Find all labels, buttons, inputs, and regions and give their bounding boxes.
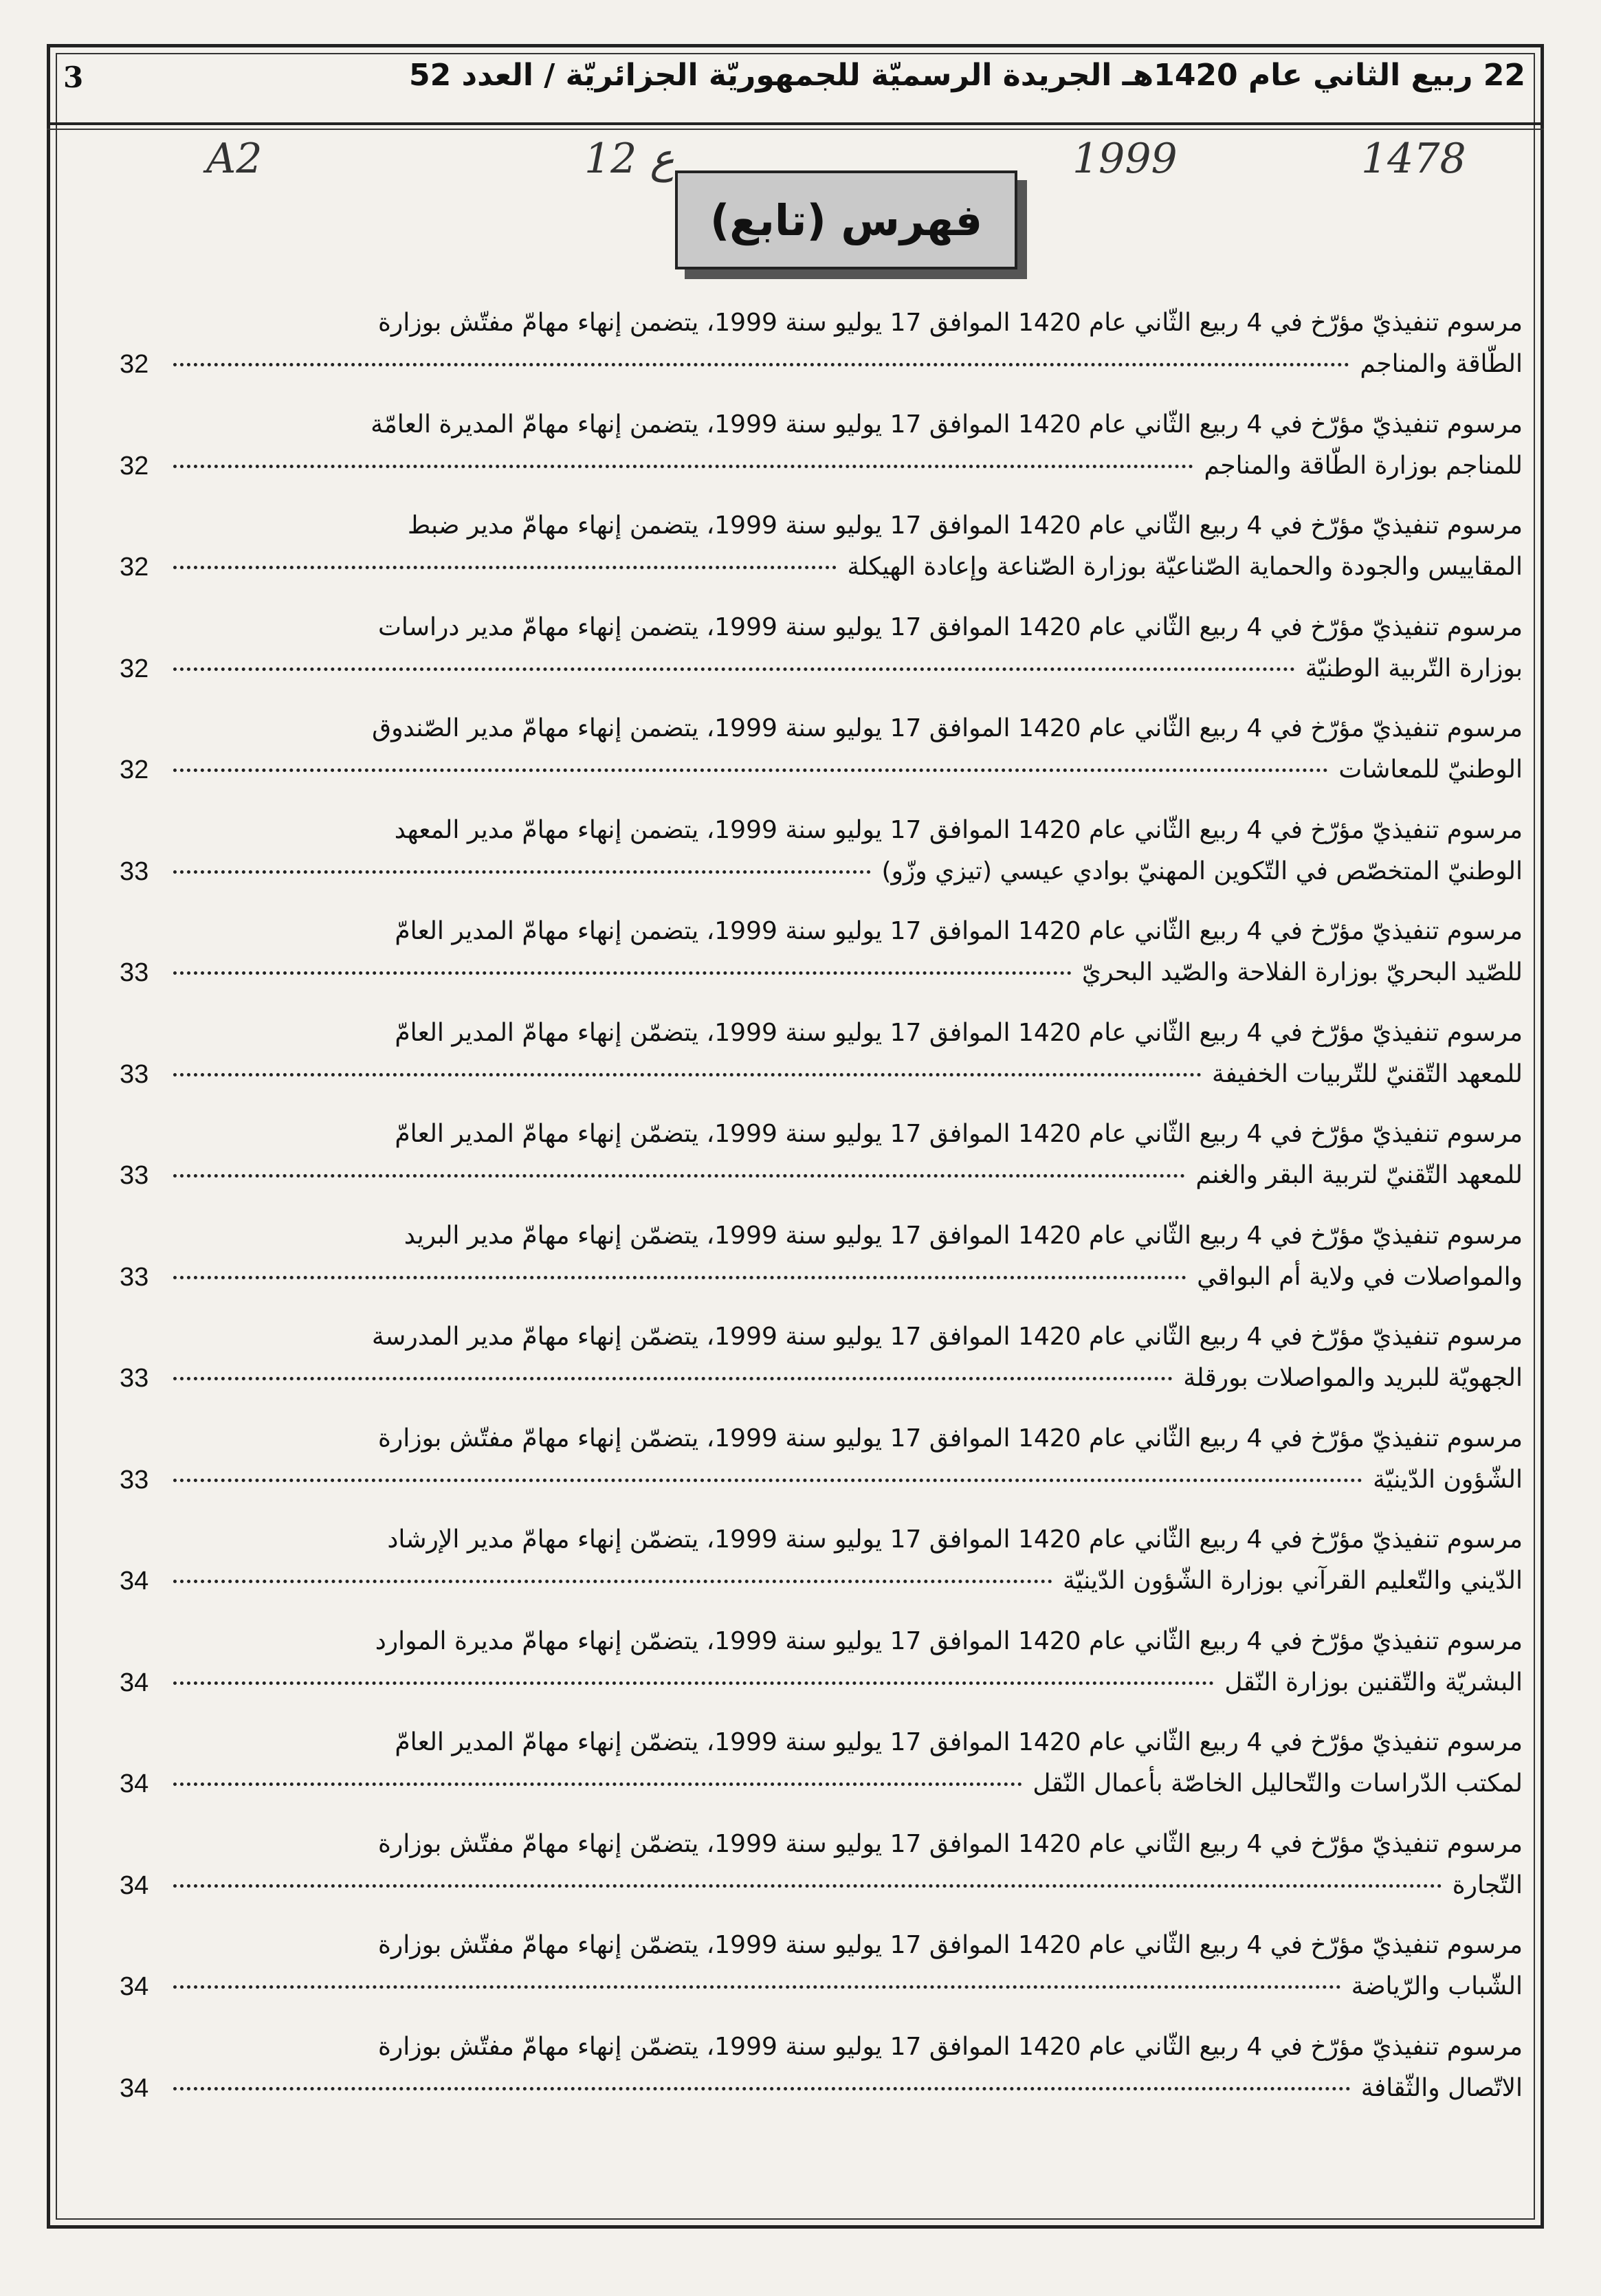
entry-continuation-text: التّجارة: [1452, 1870, 1523, 1899]
entry-continuation-line: [110, 1865, 1526, 1906]
entry-continuation-line: [110, 1662, 1526, 1703]
entry-page-number: 33: [120, 958, 149, 987]
entry-continuation-line: [110, 1155, 1526, 1196]
entry-continuation-text: المقاييس والجودة والحماية الصّناعيّة بوزارة الصّناعة وإعادة الهيكلة: [847, 553, 1523, 581]
entry-continuation-text: الاتّصال والثّقافة: [1360, 2073, 1523, 2102]
entry-continuation-text: الشّؤون الدّينيّة: [1373, 1465, 1523, 1494]
index-entry: [110, 708, 1526, 810]
dot-leader: [173, 1985, 1341, 1989]
entry-title-line: مرسوم تنفيذيّ مؤرّخ في 4 ربيع الثّاني عام 1420 الموافق 17 يوليو سنة 1999، يتضمّن إنهاء مهامّ مفتّش بوزارة: [377, 2032, 1523, 2061]
header-rule: [47, 122, 1544, 125]
entry-continuation-line: [110, 1763, 1526, 1804]
entry-page-number: 33: [120, 1059, 149, 1089]
entry-continuation-text: الجهويّة للبريد والمواصلات بورقلة: [1183, 1364, 1523, 1392]
entry-page-number: 33: [120, 1465, 149, 1494]
entry-title-line: مرسوم تنفيذيّ مؤرّخ في 4 ربيع الثّاني عام 1420 الموافق 17 يوليو سنة 1999، يتضمن إنهاء مهامّ مفتّش بوزارة: [377, 309, 1523, 337]
entry-continuation-line: [110, 952, 1526, 993]
dot-leader: [173, 363, 1349, 366]
entry-title-line: مرسوم تنفيذيّ مؤرّخ في 4 ربيع الثّاني عام 1420 الموافق 17 يوليو سنة 1999، يتضمّن إنهاء مهامّ المدير العامّ: [395, 1120, 1523, 1148]
entry-page-number: 34: [120, 1870, 149, 1900]
entry-continuation-text: الدّيني والتّعليم القرآني بوزارة الشّؤون الدّينيّة: [1062, 1567, 1523, 1595]
index-entry: [110, 1722, 1526, 1824]
index-entry: [110, 2027, 1526, 2128]
header-rule-thin: [47, 129, 1544, 130]
entry-continuation-line: [110, 344, 1526, 385]
index-entry: [110, 1925, 1526, 2027]
entry-continuation-line: [110, 1054, 1526, 1095]
dot-leader: [173, 1276, 1186, 1279]
entry-title-line: مرسوم تنفيذيّ مؤرّخ في 4 ربيع الثّاني عام 1420 الموافق 17 يوليو سنة 1999، يتضمّن إنهاء مهامّ مفتّش بوزارة: [377, 1931, 1523, 1959]
handwritten-note: 1999: [1072, 135, 1178, 183]
entry-page-number: 32: [120, 350, 149, 379]
entry-title-line: مرسوم تنفيذيّ مؤرّخ في 4 ربيع الثّاني عام 1420 الموافق 17 يوليو سنة 1999، يتضمّن إنهاء مهامّ مدير البريد: [404, 1221, 1523, 1250]
entry-continuation-text: الشّباب والرّياضة: [1351, 1972, 1523, 2000]
entry-continuation-line: [110, 851, 1526, 892]
entry-page-number: 32: [120, 755, 149, 784]
entry-page-number: 33: [120, 1364, 149, 1393]
entry-page-number: 33: [120, 1161, 149, 1190]
index-entry: [110, 1519, 1526, 1621]
entry-continuation-text: بوزارة التّربية الوطنيّة: [1305, 654, 1523, 683]
entry-continuation-line: [110, 648, 1526, 689]
dot-leader: [173, 566, 837, 569]
index-entry: [110, 404, 1526, 506]
index-entry: [110, 1824, 1526, 1925]
running-header: 22 ربيع الثاني عام 1420هـ الجريدة الرسميّة للجمهوريّة الجزائريّة / العدد 52: [408, 58, 1525, 93]
entry-title-line: مرسوم تنفيذيّ مؤرّخ في 4 ربيع الثّاني عام 1420 الموافق 17 يوليو سنة 1999، يتضمّن إنهاء مهامّ المدير العامّ: [395, 1728, 1523, 1756]
entry-continuation-text: الوطنيّ للمعاشات: [1338, 755, 1523, 784]
handwritten-note: ع 12: [584, 135, 675, 183]
index-entry: [110, 911, 1526, 1013]
entry-continuation-line: [110, 445, 1526, 487]
entry-continuation-line: [110, 1257, 1526, 1298]
dot-leader: [173, 1681, 1214, 1685]
entry-continuation-line: [110, 749, 1526, 791]
entry-continuation-text: الطّاقة والمناجم: [1360, 350, 1523, 378]
dot-leader: [173, 1884, 1442, 1888]
dot-leader: [173, 1174, 1185, 1178]
index-entry: [110, 302, 1526, 404]
entry-continuation-text: للمعهد التّقنيّ لتربية البقر والغنم: [1195, 1161, 1523, 1189]
entry-continuation-line: [110, 2068, 1526, 2109]
entry-title-line: مرسوم تنفيذيّ مؤرّخ في 4 ربيع الثّاني عام 1420 الموافق 17 يوليو سنة 1999، يتضمّن إنهاء مهامّ مفتّش بوزارة: [377, 1424, 1523, 1453]
dot-leader: [173, 1377, 1173, 1380]
entry-page-number: 34: [120, 1668, 149, 1697]
dot-leader: [173, 769, 1328, 772]
entry-page-number: 34: [120, 1972, 149, 2001]
entry-continuation-text: للصّيد البحريّ بوزارة الفلاحة والصّيد البحريّ: [1081, 958, 1523, 986]
index-entry: [110, 1215, 1526, 1317]
entry-continuation-line: [110, 1459, 1526, 1501]
entry-continuation-text: لمكتب الدّراسات والتّحاليل الخاصّة بأعمال النّقل: [1033, 1769, 1523, 1798]
entry-title-line: مرسوم تنفيذيّ مؤرّخ في 4 ربيع الثّاني عام 1420 الموافق 17 يوليو سنة 1999، يتضمّن إنهاء مهامّ مديرة الموارد: [375, 1626, 1523, 1655]
entry-continuation-text: للمناجم بوزارة الطّاقة والمناجم: [1204, 451, 1523, 480]
entry-continuation-line: [110, 1358, 1526, 1399]
entry-title-line: مرسوم تنفيذيّ مؤرّخ في 4 ربيع الثّاني عام 1420 الموافق 17 يوليو سنة 1999، يتضمن إنهاء مهامّ مدير الصّندوق: [372, 714, 1523, 742]
dot-leader: [173, 1479, 1362, 1482]
entry-continuation-line: [110, 547, 1526, 588]
index-entry: [110, 1316, 1526, 1418]
entry-continuation-line: [110, 1966, 1526, 2007]
entry-title-line: مرسوم تنفيذيّ مؤرّخ في 4 ربيع الثّاني عام 1420 الموافق 17 يوليو سنة 1999، يتضمّن إنهاء مهامّ مفتّش بوزارة: [377, 1829, 1523, 1858]
entry-title-line: مرسوم تنفيذيّ مؤرّخ في 4 ربيع الثّاني عام 1420 الموافق 17 يوليو سنة 1999، يتضمن إنهاء مهامّ مدير ضبط: [407, 511, 1523, 540]
dot-leader: [173, 667, 1295, 671]
entry-page-number: 32: [120, 654, 149, 683]
index-entry: [110, 1013, 1526, 1114]
index-title: فهرس (تابع): [675, 170, 1017, 269]
entry-title-line: مرسوم تنفيذيّ مؤرّخ في 4 ربيع الثّاني عام 1420 الموافق 17 يوليو سنة 1999، يتضمّن إنهاء مهامّ مدير الإرشاد: [387, 1525, 1523, 1554]
entry-title-line: مرسوم تنفيذيّ مؤرّخ في 4 ربيع الثّاني عام 1420 الموافق 17 يوليو سنة 1999، يتضمن إنهاء مهامّ المدير العامّ: [395, 917, 1523, 945]
entry-title-line: مرسوم تنفيذيّ مؤرّخ في 4 ربيع الثّاني عام 1420 الموافق 17 يوليو سنة 1999، يتضمن إنهاء مهامّ مدير دراسات: [377, 612, 1523, 641]
entry-page-number: 34: [120, 2073, 149, 2103]
index-entry: [110, 505, 1526, 607]
entry-continuation-text: للمعهد التّقنيّ للتّربيات الخفيفة: [1212, 1059, 1523, 1088]
index-entries: [110, 302, 1526, 2128]
dot-leader: [173, 465, 1193, 468]
entry-continuation-text: البشريّة والتّقنين بوزارة النّقل: [1224, 1668, 1523, 1697]
entry-title-line: مرسوم تنفيذيّ مؤرّخ في 4 ربيع الثّاني عام 1420 الموافق 17 يوليو سنة 1999، يتضمّن إنهاء مهامّ مدير المدرسة: [371, 1323, 1523, 1351]
dot-leader: [173, 2087, 1351, 2090]
index-entry: [110, 1114, 1526, 1215]
entry-page-number: 34: [120, 1769, 149, 1798]
entry-continuation-line: [110, 1560, 1526, 1602]
dot-leader: [173, 1073, 1202, 1077]
entry-page-number: 32: [120, 451, 149, 481]
dot-leader: [173, 1580, 1052, 1583]
entry-page-number: 34: [120, 1567, 149, 1596]
index-entry: [110, 607, 1526, 709]
index-entry: [110, 810, 1526, 912]
handwritten-note: A2: [206, 135, 263, 183]
page-number: 3: [63, 60, 84, 94]
entry-page-number: 33: [120, 1262, 149, 1292]
dot-leader: [173, 1782, 1022, 1786]
dot-leader: [173, 870, 871, 874]
entry-page-number: 32: [120, 553, 149, 582]
index-entry: [110, 1621, 1526, 1723]
entry-continuation-text: والمواصلات في ولاية أم البواقي: [1197, 1262, 1523, 1291]
entry-title-line: مرسوم تنفيذيّ مؤرّخ في 4 ربيع الثّاني عام 1420 الموافق 17 يوليو سنة 1999، يتضمن إنهاء مهامّ المديرة العامّة: [371, 410, 1523, 439]
entry-continuation-text: الوطنيّ المتخصّص في التّكوين المهنيّ بوادي عيسي (تيزي وزّو): [881, 857, 1523, 885]
dot-leader: [173, 971, 1072, 975]
entry-title-line: مرسوم تنفيذيّ مؤرّخ في 4 ربيع الثّاني عام 1420 الموافق 17 يوليو سنة 1999، يتضمن إنهاء مهامّ مدير المعهد: [394, 815, 1523, 844]
entry-page-number: 33: [120, 857, 149, 886]
entry-title-line: مرسوم تنفيذيّ مؤرّخ في 4 ربيع الثّاني عام 1420 الموافق 17 يوليو سنة 1999، يتضمّن إنهاء مهامّ المدير العامّ: [395, 1018, 1523, 1047]
handwritten-note: 1478: [1361, 135, 1466, 183]
index-entry: [110, 1418, 1526, 1520]
